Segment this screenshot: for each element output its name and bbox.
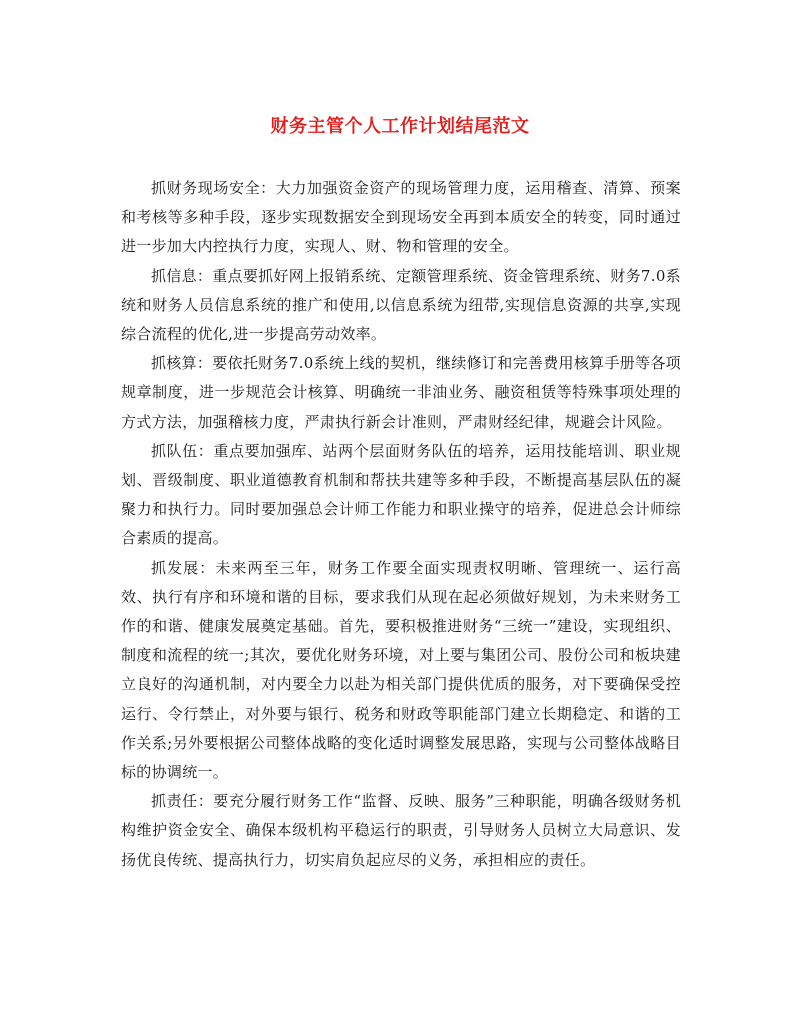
paragraph-safety: 抓财务现场安全：大力加强资金资产的现场管理力度，运用稽查、清算、预案和考核等多种手段，逐步实现数据安全到现场安全再到本质安全的转变，同时通过进一步加大内控执行力度，实现人、财、物和管理的安全。 (121, 179, 681, 256)
paragraph-information: 抓信息：重点要抓好网上报销系统、定额管理系统、资金管理系统、财务7.0系统和财务人员信息系统的推广和使用,以信息系统为纽带,实现信息资源的共享,实现综合流程的优化,进一步提高劳动效率。 (121, 266, 681, 344)
paragraph-development: 抓发展：未来两至三年，财务工作要全面实现责权明晰、管理统一、运行高效、执行有序和环境和谐的目标，要求我们从现在起必须做好规划，为未来财务工作的和谐、健康发展奠定基础。首先，要积极推进财务“三统一”建设，实现组织、制度和流程的统一;其次，要优化财务环境，对上要与集团公司、股份公司和板块建立良好的沟通机制，对内要全力以赴为相关部门提供优质的服务，对下要确保受控运行、令行禁止，对外要与银行、税务和财政等职能部门建立长期稳定、和谐的工作关系;另外要根据公司整体战略的变化适时调整发展思路，实现与公司整体战略目标的协调统一。 (121, 558, 681, 782)
paragraph-responsibility: 抓责任：要充分履行财务工作“监督、反映、服务”三种职能，明确各级财务机构维护资金安全、确保本级机构平稳运行的职责，引导财务人员树立大局意识、发扬优良传统、提高执行力，切实肩负起应尽的义务，承担相应的责任。 (121, 792, 681, 869)
document-body (121, 174, 681, 875)
document-title: 财务主管个人工作计划结尾范文 (270, 116, 530, 137)
paragraph-accounting: 抓核算：要依托财务7.0系统上线的契机，继续修订和完善费用核算手册等各项规章制度，进一步规范会计核算、明确统一非油业务、融资租赁等特殊事项处理的方式方法，加强稽核力度，严肃执行新会计准则，严肃财经纪律，规避会计风险。 (121, 354, 681, 431)
paragraph-team: 抓队伍：重点要加强库、站两个层面财务队伍的培养，运用技能培训、职业规划、晋级制度、职业道德教育机制和帮扶共建等多种手段，不断提高基层队伍的凝聚力和执行力。同时要加强总会计师工作能力和职业操守的培养，促进总会计师综合素质的提高。 (121, 441, 681, 548)
